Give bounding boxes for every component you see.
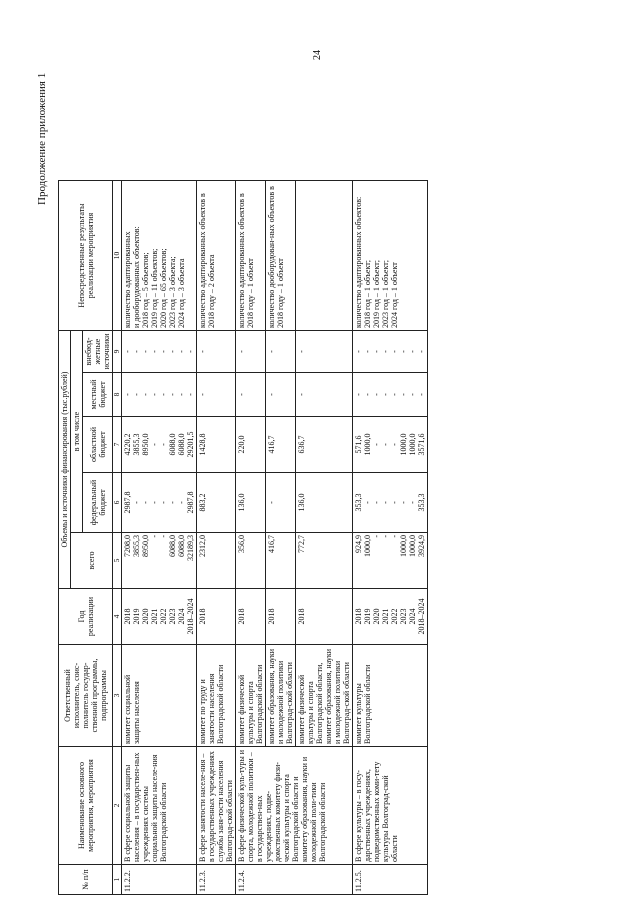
year-value: 2018 [237,608,246,625]
header-local: местный бюджет [83,373,113,417]
executor: комитет физической культуры и спорта Волгоградской области, комитет образования, науки и молодежной политики Волгоград-ской области [296,645,353,747]
executor: комитет образования, науки и молодежной политики Волгоград-ской области [266,645,296,747]
year-value: 2019 [363,608,372,625]
extra-value: - [372,350,381,353]
header-year: Год реализации [59,589,113,645]
regional-value: - [381,443,390,446]
executor: комитет по труду и занятости населения Волгоградской области [197,645,236,747]
regional-value: 1000,0 [399,433,408,456]
local [296,373,353,417]
total-value: 3855,3 [132,535,141,557]
year-value: 2022 [159,608,168,625]
executor: комитет социальной защиты населения [122,645,197,747]
header-executor: Ответственный исполнитель, соис-полнитель государ-ственной программы, подпрограммы [59,645,113,747]
total-value: - [150,535,159,538]
year-value: 2024 [177,608,186,625]
column-number: 3 [113,645,122,747]
appendix-label: Продолжение приложения 1 [36,72,48,205]
table-row [122,181,197,895]
year-value: 2022 [390,608,399,625]
extra [236,331,266,373]
regional-value: - [150,443,159,446]
results-line: 2023 год – 3 объекта; [168,256,177,328]
total-value: 6088,0 [168,535,177,557]
regional [296,417,353,473]
results-line: 2018 год – 1 объект; [363,260,372,328]
results-line: количество адаптированных объектов в 2018 году – 2 объекта [198,193,216,328]
year-value: 2021 [381,608,390,625]
extra-value: - [417,350,426,353]
year-value: 2018 [354,608,363,625]
regional-value: 29201,5 [186,431,195,458]
extra-value: - [237,350,246,353]
local-value: - [399,393,408,396]
year-value: 2018 [297,608,306,625]
federal-value: - [177,501,186,504]
local-value: - [159,393,168,396]
federal-value: 2987,8 [186,491,195,514]
total-value: 8950,0 [141,535,150,557]
total [296,533,353,589]
federal-value: - [390,501,399,504]
results-line: 2019 год – 1 объект; [372,260,381,328]
total-value: - [381,535,390,538]
regional-value: - [159,443,168,446]
federal [122,473,197,533]
page-number: 24 [312,50,323,60]
results-line: 2024 год – 3 объекта [177,258,186,328]
year [122,589,197,645]
local-value: - [267,393,276,396]
regional-value: 416,7 [267,435,276,454]
regional-value: 3855,3 [132,433,141,456]
extra [122,331,197,373]
total-value: 2312,0 [198,535,207,557]
column-number: 4 [113,589,122,645]
regional [236,417,266,473]
regional [266,417,296,473]
measure-name: В сфере занятости населе-ния – в государственных учреждениях службы заня-тости населения Волгоград-ской области [197,747,236,865]
executor: комитет культуры Волгоградской области [353,645,428,747]
federal-value: 2987,8 [123,491,132,514]
extra-value: - [408,350,417,353]
federal-value: - [159,501,168,504]
local-value: - [198,393,207,396]
results [353,181,428,331]
header-total: всего [71,533,113,589]
local-value: - [141,393,150,396]
regional-value: 3571,6 [417,433,426,456]
column-number: 9 [113,331,122,373]
year-value: 2018–2024 [417,598,426,635]
federal [353,473,428,533]
results-line: 2024 год – 1 объект [390,262,399,328]
extra-value: - [297,350,306,353]
column-number: 10 [113,181,122,331]
federal-value: 136,0 [297,493,306,512]
federal-value: - [267,501,276,504]
federal-value: - [132,501,141,504]
extra [353,331,428,373]
program-table [58,180,428,895]
extra-value: - [123,350,132,353]
federal-value: - [372,501,381,504]
results-line: количество адаптированных объектов: [354,196,363,328]
extra-value: - [186,350,195,353]
total [353,533,428,589]
column-number: 1 [113,865,122,895]
regional-value: 6088,0 [177,433,186,456]
total-value: 32189,3 [186,535,195,561]
year [266,589,296,645]
measure-name: В сфере социальной защиты населения – в государствен-ных учреждениях системы социальной защиты населе-ния Волгоградской области [122,747,197,865]
results [122,181,197,331]
total-value: - [372,535,381,538]
results-line: и дооборудованных объектов: [132,226,141,328]
column-number: 8 [113,373,122,417]
measure-name: В сфере физической куль-туры и спорта, молодежной политики – в государствен-ных учреждениях, подве-домственных комитету физи-ческой культуры и спорта Волгоградской области и комитету образования, науки и молодежной поли-тики Волгоградской области [236,747,353,865]
federal-value: - [168,501,177,504]
row-number: 11.2.5. [353,865,428,895]
header-funding: Объемы и источники финансирования (тыс.рублей) [59,331,71,589]
regional-value: - [372,443,381,446]
year-value: 2020 [372,608,381,625]
total-value: 1000,0 [399,535,408,557]
total-value: 416,7 [267,535,276,553]
header-federal: федеральный бюджет [83,473,113,533]
local-value: - [123,393,132,396]
results-line: 2020 год – 65 объектов; [159,248,168,328]
results [197,181,236,331]
regional [353,417,428,473]
regional-value: 1000,0 [408,433,417,456]
column-number: 6 [113,473,122,533]
results [266,181,296,331]
regional [122,417,197,473]
year-value: 2018 [198,608,207,625]
total-value: - [390,535,399,538]
table-row [236,181,266,895]
extra [266,331,296,373]
total-value: 1000,0 [408,535,417,557]
extra-value: - [381,350,390,353]
results-line: 2023 год – 1 объект; [381,260,390,328]
federal-value: - [141,501,150,504]
local-value: - [417,393,426,396]
extra-value: - [177,350,186,353]
executor: комитет физической культуры и спорта Волгоградской области [236,645,266,747]
local [353,373,428,417]
total-value: 924,9 [354,535,363,553]
regional-value: 636,7 [297,435,306,454]
column-number: 2 [113,747,122,865]
federal-value: - [150,501,159,504]
table-row [353,181,428,895]
year [353,589,428,645]
local [197,373,236,417]
extra-value: - [150,350,159,353]
header-extra: внебюд-жетные источники [83,331,113,373]
regional [197,417,236,473]
header-results: Непосредственные результаты реализации мероприятия [59,181,113,331]
local-value: - [408,393,417,396]
results [296,181,353,331]
local-value: - [381,393,390,396]
extra-value: - [132,350,141,353]
local-value: - [186,393,195,396]
extra-value: - [354,350,363,353]
results [236,181,266,331]
total-value: 6088,0 [177,535,186,557]
total-value: 356,0 [237,535,246,553]
year-value: 2018–2024 [186,598,195,635]
federal-value: 883,2 [198,493,207,512]
year [296,589,353,645]
federal-value: - [363,501,372,504]
extra [296,331,353,373]
results-line: 2019 год – 11 объектов; [150,248,159,328]
year-value: 2020 [141,608,150,625]
measure-name: В сфере культуры – в госу-дарственных учреждениях, подведомственных коми-тету культуры Волгоград-ской области [353,747,428,865]
header-name: Наименование основного мероприятия, мероприятия [59,747,113,865]
local-value: - [372,393,381,396]
local-value: - [297,393,306,396]
row-number: 11.2.3. [197,865,236,895]
regional-value: 220,0 [237,435,246,454]
federal [236,473,266,533]
total-value: 1000,0 [363,535,372,557]
regional-value: 571,6 [354,435,363,454]
total [236,533,266,589]
local-value: - [168,393,177,396]
local [236,373,266,417]
total [266,533,296,589]
total-value: 7208,0 [123,535,132,557]
results-line: количество дооборудован-ных объектов в 2018 году – 1 объект [267,186,285,328]
year [197,589,236,645]
header-no: № п/п [59,865,113,895]
year-value: 2023 [168,608,177,625]
row-number: 11.2.4. [236,865,353,895]
federal [266,473,296,533]
results-line: количество адаптированных [123,231,132,328]
extra-value: - [363,350,372,353]
federal-value: 353,3 [417,493,426,512]
year-value: 2023 [399,608,408,625]
year-value: 2019 [132,608,141,625]
local-value: - [132,393,141,396]
results-line: 2018 год – 5 объектов; [141,252,150,328]
total [122,533,197,589]
local [266,373,296,417]
total [197,533,236,589]
year-value: 2021 [150,608,159,625]
extra-value: - [390,350,399,353]
federal-value: 353,3 [354,493,363,512]
regional-value: 1000,0 [363,433,372,456]
extra [197,331,236,373]
column-number-row [113,181,122,895]
year [236,589,266,645]
column-number: 5 [113,533,122,589]
extra-value: - [141,350,150,353]
extra-value: - [267,350,276,353]
row-number: 11.2.2. [122,865,197,895]
year-value: 2018 [123,608,132,625]
column-number: 7 [113,417,122,473]
total-value: - [159,535,168,538]
federal-value: 136,0 [237,493,246,512]
local [122,373,197,417]
year-value: 2024 [408,608,417,625]
federal [197,473,236,533]
table-row [197,181,236,895]
header-regional: областной бюджет [83,417,113,473]
total-value: 772,7 [297,535,306,553]
header-in-that: в том числе [71,331,83,533]
regional-value: 8950,0 [141,433,150,456]
local-value: - [354,393,363,396]
regional-value: 6088,0 [168,433,177,456]
extra-value: - [399,350,408,353]
extra-value: - [168,350,177,353]
local-value: - [150,393,159,396]
regional-value: 4220,2 [123,433,132,456]
extra-value: - [159,350,168,353]
year-value: 2018 [267,608,276,625]
local-value: - [177,393,186,396]
extra-value: - [198,350,207,353]
local-value: - [390,393,399,396]
results-line: количество адаптированных объектов в 2018 году – 1 объект [237,193,255,328]
table-body [122,181,428,895]
regional-value: 1428,8 [198,433,207,456]
federal [296,473,353,533]
federal-value: - [399,501,408,504]
local-value: - [363,393,372,396]
regional-value: - [390,443,399,446]
local-value: - [237,393,246,396]
federal-value: - [408,501,417,504]
federal-value: - [381,501,390,504]
total-value: 3924,9 [417,535,426,557]
